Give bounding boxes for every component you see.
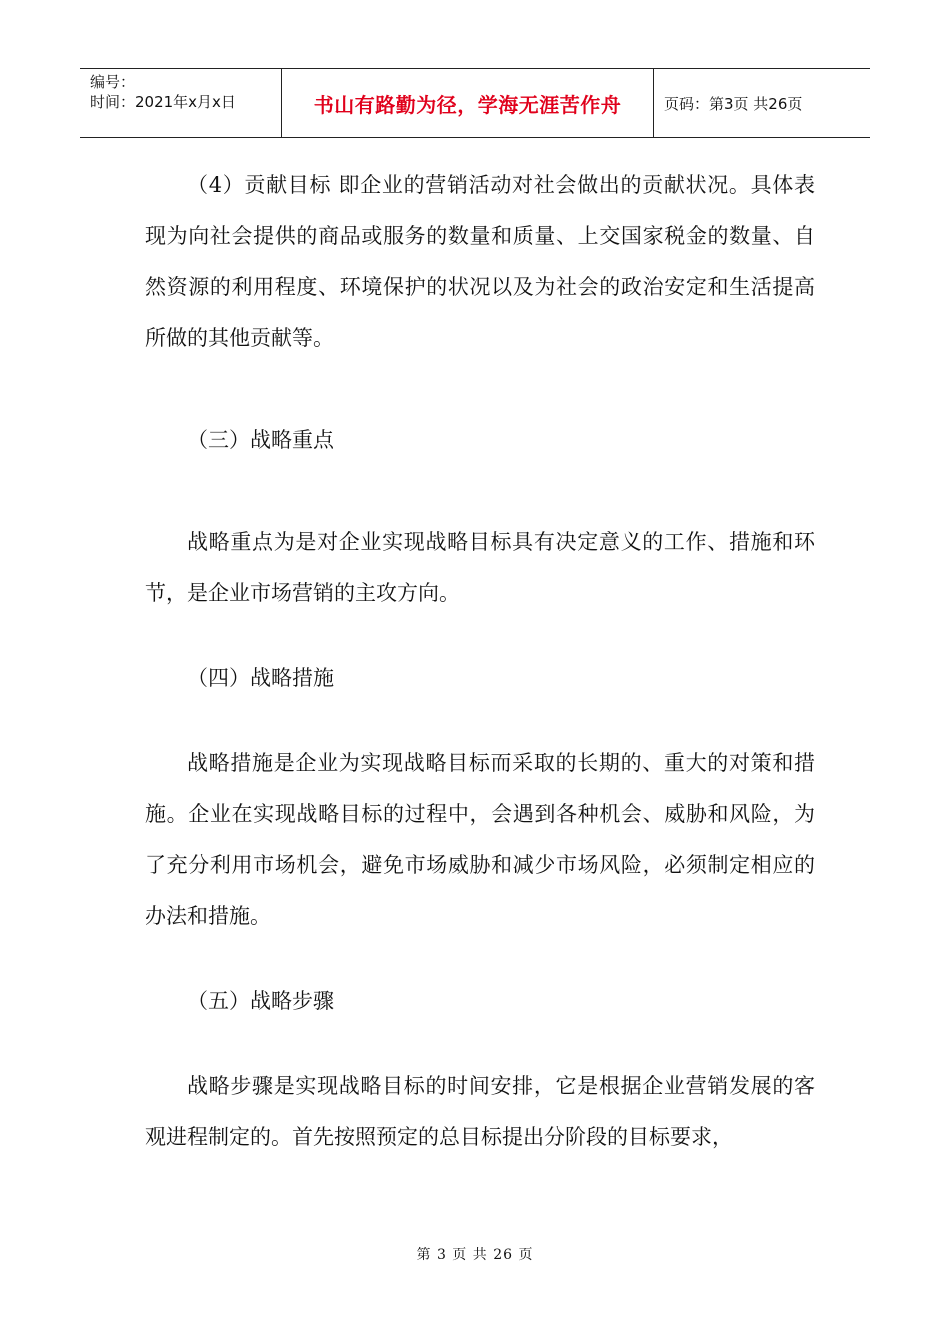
section-heading-strategic-steps: （五）战略步骤 <box>187 989 334 1013</box>
section-heading-strategic-measures: （四）战略措施 <box>187 666 334 690</box>
page-header <box>80 68 870 138</box>
section-heading-strategic-focus: （三）战略重点 <box>187 428 334 452</box>
header-page-info: 页码：第3页 共26页 <box>664 94 803 113</box>
document-body <box>145 160 815 1163</box>
paragraph-strategic-measures: 战略措施是企业为实现战略目标而采取的长期的、重大的对策和措施。企业在实现战略目标的过程中，会遇到各种机会、威胁和风险，为了充分利用市场机会，避免市场威胁和减少市场风险，必须制定相应的办法和措施。 <box>145 751 815 928</box>
document-number-label: 编号： <box>90 73 136 91</box>
paragraph-contribution-goal: （4）贡献目标 即企业的营销活动对社会做出的贡献状况。具体表现为向社会提供的商品或服务的数量和质量、上交国家税金的数量、自然资源的利用程度、环境保护的状况以及为社会的政治安定和生活提高所做的其他贡献等。 <box>145 173 815 350</box>
header-motto: 书山有路勤为径，学海无涯苦作舟 <box>282 69 654 137</box>
header-meta-cell <box>80 69 282 137</box>
document-date-label: 时间：2021年x月x日 <box>90 93 236 111</box>
page-footer: 第 3 页 共 26 页 <box>416 1247 534 1263</box>
paragraph-strategic-steps: 战略步骤是实现战略目标的时间安排，它是根据企业营销发展的客观进程制定的。首先按照预定的总目标提出分阶段的目标要求， <box>145 1074 815 1149</box>
paragraph-strategic-focus: 战略重点为是对企业实现战略目标具有决定意义的工作、措施和环节，是企业市场营销的主攻方向。 <box>145 530 815 605</box>
